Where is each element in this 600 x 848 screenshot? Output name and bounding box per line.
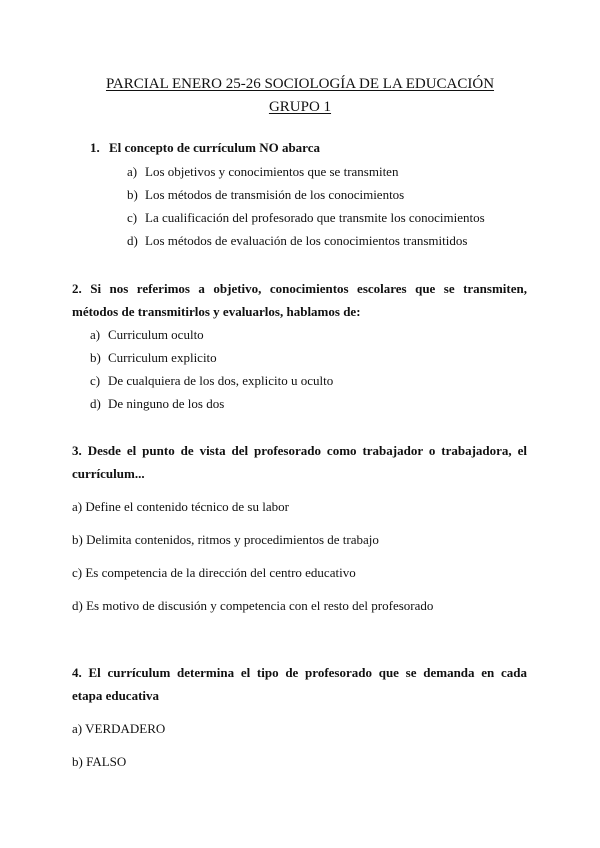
question-3-option-b[interactable]: b) Delimita contenidos, ritmos y procedimientos de trabajo (72, 532, 379, 547)
question-2-text-line-1: 2. Si nos referimos a objetivo, conocimientos escolares que se transmiten, (72, 281, 527, 296)
question-3-text-line-1: 3. Desde el punto de vista del profesorado como trabajador o trabajadora, el (72, 443, 527, 458)
option-label: d) (90, 396, 101, 411)
question-2-text-line-2: métodos de transmitirlos y evaluarlos, hablamos de: (72, 304, 361, 319)
option-text: Curriculum explicito (108, 350, 217, 365)
option-text: De ninguno de los dos (108, 396, 225, 411)
question-3-option-a[interactable]: a) Define el contenido técnico de su labor (72, 499, 289, 514)
option-text: Los métodos de evaluación de los conocimientos transmitidos (145, 233, 468, 248)
option-label: d) (127, 233, 138, 248)
option-text: Los objetivos y conocimientos que se transmiten (145, 164, 399, 179)
question-1-number: 1. (90, 140, 100, 155)
question-1-text: El concepto de currículum NO abarca (109, 140, 320, 155)
question-2-option-d[interactable] (90, 396, 224, 412)
option-label: b) (127, 187, 138, 202)
option-label: c) (127, 210, 138, 225)
question-4-option-a[interactable]: a) VERDADERO (72, 721, 166, 736)
question-2-option-c[interactable] (90, 373, 333, 389)
option-label: c) (90, 373, 101, 388)
option-label: a) (127, 164, 138, 179)
question-4-option-b[interactable]: b) FALSO (72, 754, 127, 769)
option-text: Curriculum oculto (108, 327, 204, 342)
question-4-text-line-2: etapa educativa (72, 688, 160, 703)
question-2-option-a[interactable] (90, 327, 204, 343)
question-1-option-d[interactable] (127, 233, 467, 249)
question-2-option-b[interactable] (90, 350, 217, 366)
option-label: a) (90, 327, 101, 342)
question-1-option-c[interactable] (127, 210, 485, 226)
option-label: b) (90, 350, 101, 365)
question-3-option-c[interactable]: c) Es competencia de la dirección del centro educativo (72, 565, 356, 580)
question-4-text-line-1: 4. El currículum determina el tipo de profesorado que se demanda en cada (72, 665, 527, 680)
option-text: De cualquiera de los dos, explicito u oculto (108, 373, 334, 388)
question-3-option-d[interactable]: d) Es motivo de discusión y competencia con el resto del profesorado (72, 598, 434, 613)
option-text: La cualificación del profesorado que transmite los conocimientos (145, 210, 485, 225)
title-line-2: GRUPO 1 (268, 99, 332, 115)
option-text: Los métodos de transmisión de los conocimientos (145, 187, 405, 202)
title-line-1: PARCIAL ENERO 25-26 SOCIOLOGÍA DE LA EDUCACIÓN (105, 76, 495, 92)
question-1-option-b[interactable] (127, 187, 404, 203)
question-1-option-a[interactable] (127, 164, 398, 180)
question-3-text-line-2: currículum... (72, 466, 145, 481)
